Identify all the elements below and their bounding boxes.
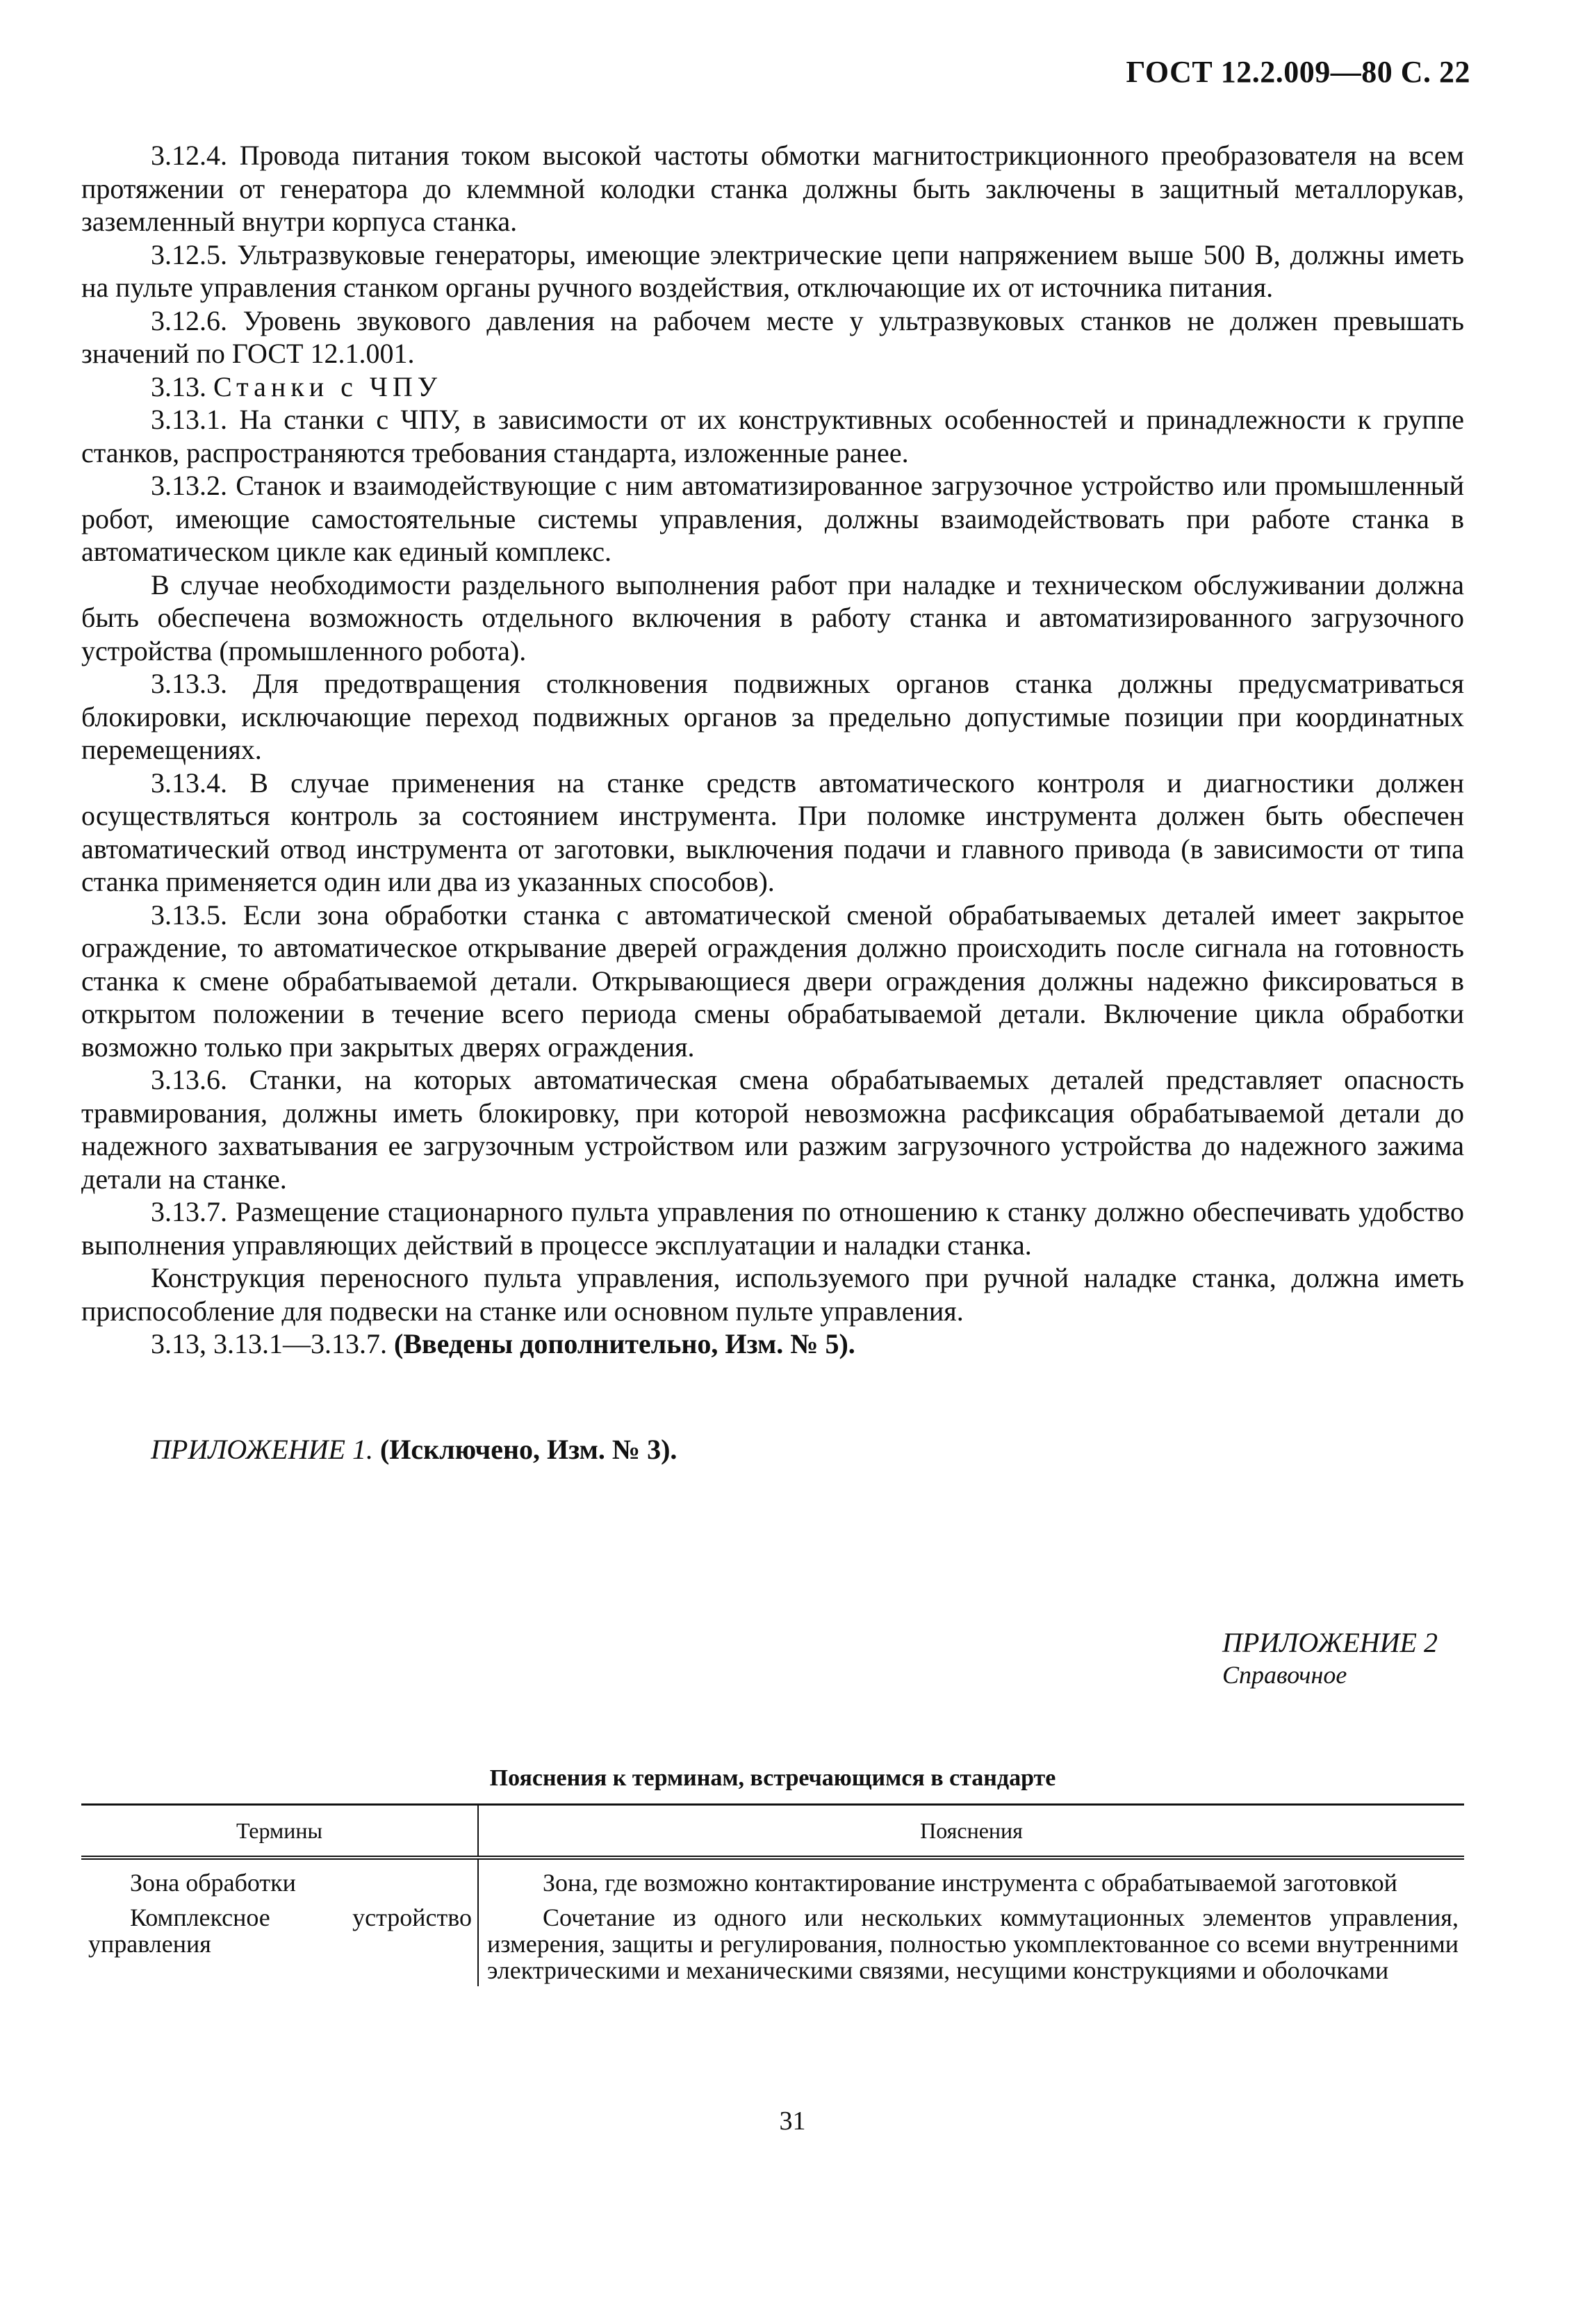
appendix-2: [1222, 1626, 1438, 1689]
page-header: ГОСТ 12.2.009—80 С. 22: [1126, 55, 1470, 89]
table-header-terms: Термины: [81, 1805, 478, 1858]
body-text: [81, 139, 1464, 1361]
paragraph-3-13-1: 3.13.1. На станки с ЧПУ, в зависимости от их конструктивных особенностей и принадлежности к группе станков, распространяются требования стандарта, изложенные ранее.: [81, 404, 1464, 468]
appendix-1-note: (Исключено, Изм. № 3).: [379, 1434, 677, 1465]
section-heading-3-13: [81, 370, 1464, 404]
amendment-note: [81, 1327, 1464, 1361]
paragraph-3-12-4: 3.12.4. Провода питания током высокой частоты обмотки магнитострикционного преобразователя на всем протяжении от генератора до клеммной колодки станка должны быть заключены в защитный металлорукав, заземленный внутри корпуса станка.: [81, 140, 1464, 237]
table-cell-term: Комплексное устройство управления: [81, 1899, 478, 1986]
paragraph-3-13-3: 3.13.3. Для предотвращения столкновения подвижных органов станка должны предусматриваться блокировки, исключающие переход подвижных органов за предельно допустимые позиции при координатных перемещениях.: [81, 668, 1464, 765]
table-cell-explanation: Зона, где возможно контактирование инструмента с обрабатываемой заготовкой: [543, 1869, 1397, 1897]
amendment-text: (Введены дополнительно, Изм. № 5).: [394, 1328, 855, 1359]
paragraph-3-13-5: 3.13.5. Если зона обработки станка с автоматической сменой обрабатываемых деталей имеет закрытое ограждение, то автоматическое открывание дверей ограждения должно происходить после сигнала на готовность станка к смене обрабатываемой детали. Открывающиеся двери ограждения должны надежно фиксироваться в открытом положении в течение всего периода смены обрабатываемой детали. Включение цикла обработки возможно только при закрытых дверях ограждения.: [81, 899, 1464, 1063]
page-number: 31: [779, 2106, 806, 2136]
paragraph-3-12-5: 3.12.5. Ультразвуковые генераторы, имеющие электрические цепи напряжением выше 500 В, должны иметь на пульте управления станком органы ручного воздействия, отключающие их от источника питания.: [81, 238, 1464, 303]
table-header-row: [81, 1805, 1464, 1858]
section-title: Станки с ЧПУ: [213, 370, 443, 402]
table-cell-term: Зона обработки: [81, 1858, 478, 1899]
paragraph-3-13-6: 3.13.6. Станки, на которых автоматическая смена обрабатываемых деталей представляет опасность травмирования, должны иметь блокировку, при которой невозможна расфиксация обрабатываемой детали до надежного захватывания ее загрузочным устройством или разжим загрузочного устройства до надежного зажима детали на станке.: [81, 1064, 1464, 1195]
table-title: Пояснения к терминам, встречающимся в стандарте: [489, 1765, 1056, 1791]
appendix-2-label: ПРИЛОЖЕНИЕ 2: [1222, 1627, 1438, 1658]
paragraph-3-12-6: 3.12.6. Уровень звукового давления на рабочем месте у ультразвуковых станков не должен превышать значений по ГОСТ 12.1.001.: [81, 304, 1464, 369]
paragraph-3-13-2-continued: В случае необходимости раздельного выполнения работ при наладке и техническом обслуживании должна быть обеспечена возможность отдельного включения в работу станка и автоматизированного загрузочного устройства (промышленного робота).: [81, 568, 1464, 666]
table-header-explanations: Пояснения: [478, 1805, 1464, 1858]
paragraph-3-13-7: 3.13.7. Размещение стационарного пульта управления по отношению к станку должно обеспечивать удобство выполнения управляющих действий в процессе эксплуатации и наладки станка.: [81, 1196, 1464, 1261]
appendix-1-label: ПРИЛОЖЕНИЕ 1.: [151, 1434, 373, 1465]
table-cell-explanation: Сочетание из одного или нескольких коммутационных элементов управления, измерения, защиты и регулирования, полностью укомплектованное со всеми внутренними электрическими и механическими связями, несущими конструкциями и оболочками: [487, 1904, 1459, 1984]
table-row: [81, 1858, 1464, 1899]
appendix-1: [151, 1433, 677, 1466]
section-number: 3.13.: [151, 370, 206, 402]
amendment-ref: 3.13, 3.13.1—3.13.7.: [151, 1328, 387, 1359]
appendix-2-sublabel: Справочное: [1222, 1661, 1347, 1689]
paragraph-3-13-7-continued: Конструкция переносного пульта управления, используемого при ручной наладке станка, должна иметь приспособление для подвески на станке или основном пульте управления.: [81, 1262, 1464, 1327]
table-row: [81, 1899, 1464, 1986]
paragraph-3-13-2: 3.13.2. Станок и взаимодействующие с ним автоматизированное загрузочное устройство или промышленный робот, имеющие самостоятельные системы управления, должны взаимодействовать при работе станка в автоматическом цикле как единый комплекс.: [81, 470, 1464, 567]
paragraph-3-13-4: 3.13.4. В случае применения на станке средств автоматического контроля и диагностики должен осуществляться контроль за состоянием инструмента. При поломке инструмента должен быть обеспечен автоматический отвод инструмента от заготовки, выключения подачи и главного привода (в зависимости от типа станка применяется один или два из указанных способов).: [81, 767, 1464, 897]
terms-table: [81, 1803, 1464, 1986]
